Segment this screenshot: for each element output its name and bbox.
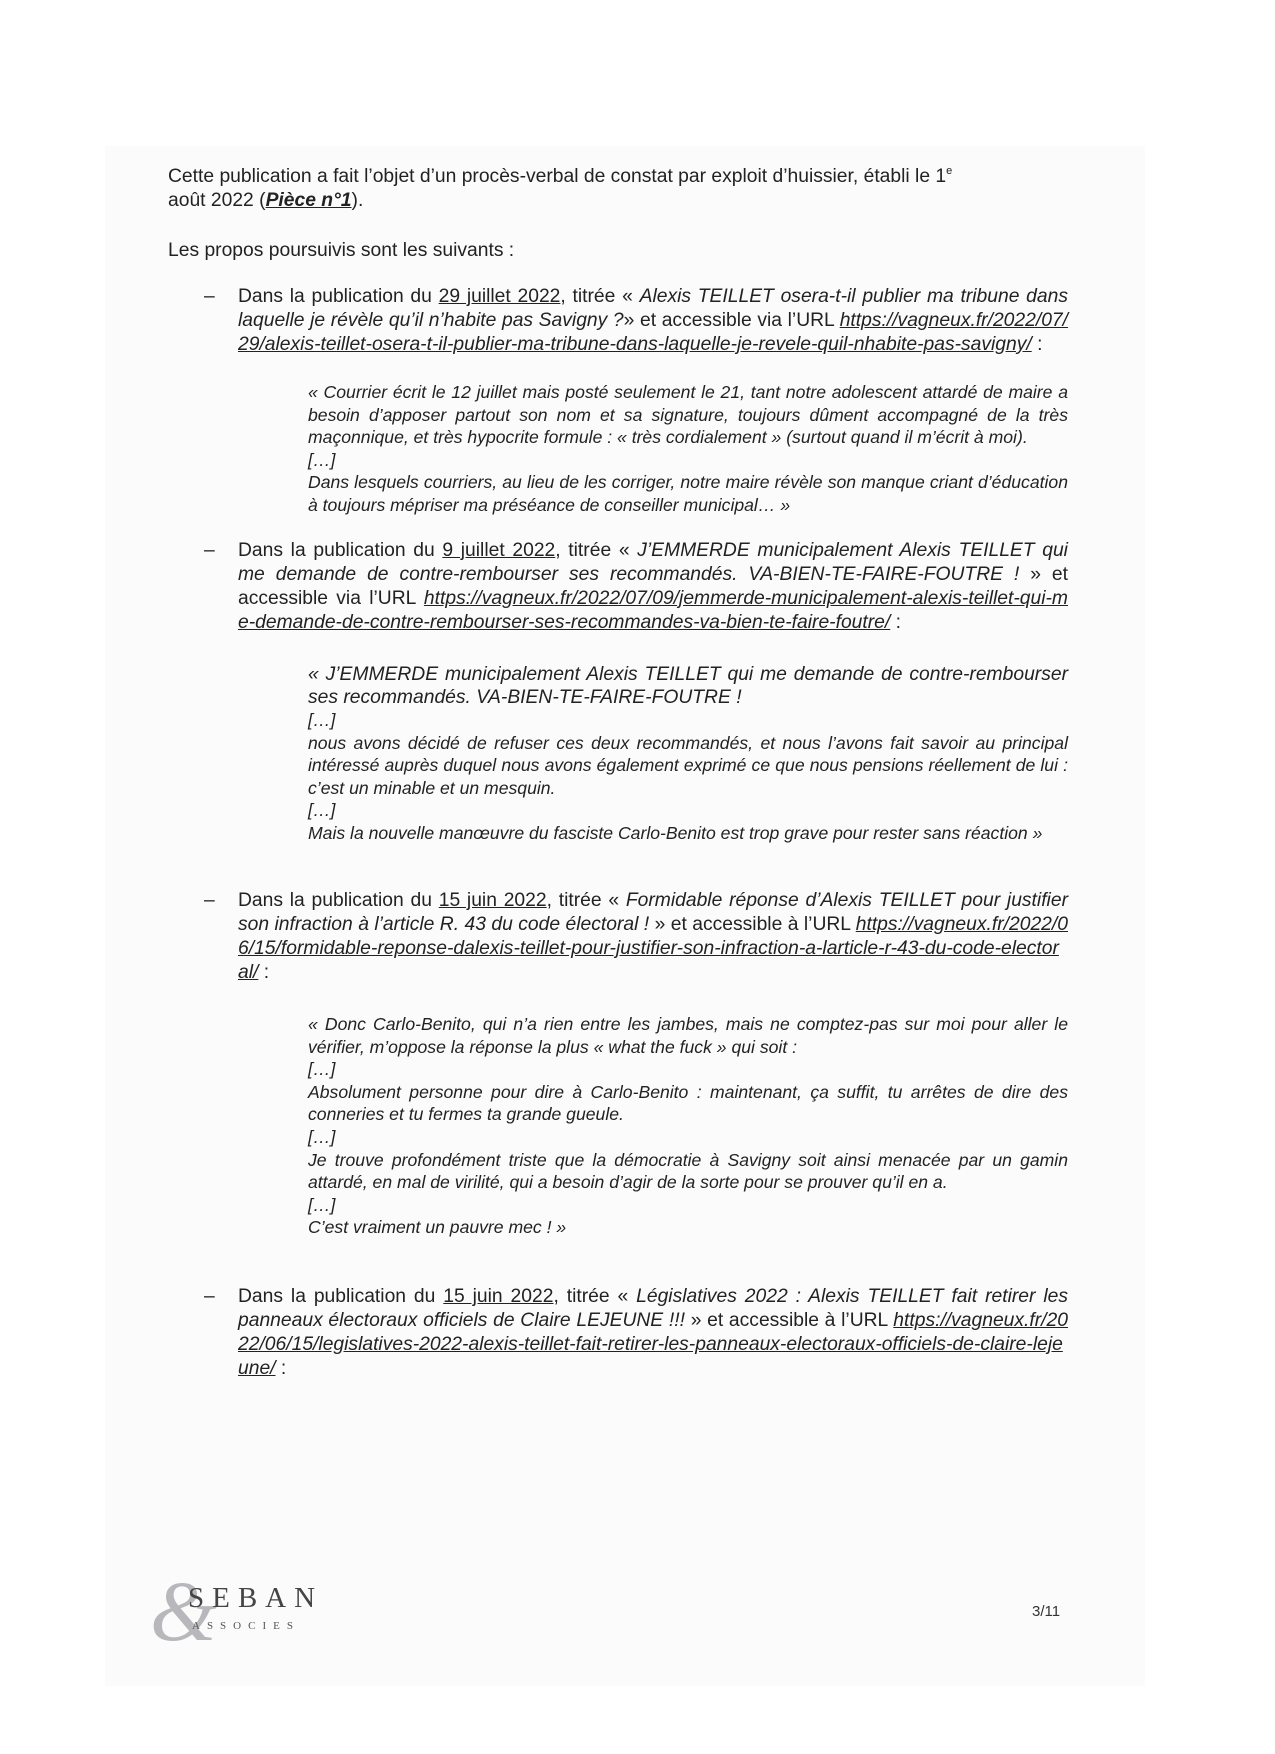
publication-item: [168, 285, 1068, 517]
publication-intro: [168, 889, 1068, 985]
publication-item: [168, 539, 1068, 845]
logo-subtitle: ASSOCIES: [192, 1620, 300, 1632]
quote-line: « Donc Carlo-Benito, qui n’a rien entre les jambes, mais ne comptez-pas sur moi pour aller le vérifier, m’oppose la réponse la plus « what the fuck » qui soit :: [308, 1013, 1068, 1057]
item-after-title: » et accessible à l’URL: [684, 1309, 894, 1331]
item-suffix: :: [890, 611, 901, 633]
publication-date: 9 juillet 2022: [442, 539, 556, 561]
dash-bullet-icon: –: [204, 286, 215, 307]
quote-line: Je trouve profondément triste que la démocratie à Savigny soit ainsi menacée par un gamin attardé, en mal de virilité, qui a besoin d’agir de la sorte pour se prouver qu’il en a.: [308, 1149, 1068, 1193]
quote-line: Mais la nouvelle manœuvre du fasciste Carlo-Benito est trop grave pour rester sans réaction »: [308, 823, 1043, 844]
item-prefix: Dans la publication du: [238, 286, 439, 307]
publication-intro: [168, 1285, 1068, 1381]
quoted-excerpt: [308, 663, 1068, 845]
quote-line: Absolument personne pour dire à Carlo-Benito : maintenant, ça suffit, tu arrêtes de dire des conneries et tu fermes ta grande gueule.: [308, 1081, 1068, 1125]
item-suffix: :: [1031, 334, 1043, 355]
lead-paragraph: Les propos poursuivis sont les suivants :: [168, 240, 515, 261]
exhibit-reference: Pièce n°1: [265, 190, 352, 211]
document-body: [168, 165, 1068, 1381]
item-mid: , titrée «: [553, 1285, 637, 1307]
page-number: 3/11: [1032, 1603, 1061, 1620]
intro-text-3: ).: [351, 190, 364, 211]
publication-title: Alexis TEILLET osera-t-il publier ma tribune dans laquelle je révèle qu’il n’habite pas Savigny ?: [238, 286, 1068, 331]
publication-date: 15 juin 2022: [443, 1285, 554, 1307]
dash-bullet-icon: –: [204, 1285, 215, 1307]
quote-ellipsis: […]: [308, 709, 336, 730]
logo-name: SEBAN: [188, 1582, 324, 1614]
quote-ellipsis: […]: [308, 449, 336, 470]
quote-line: nous avons décidé de refuser ces deux recommandés, et nous l’avons fait savoir au principal intéressé auprès duquel nous avons également exprimé ce que nous pensions réellement de lui : c’est un minable et un mesquin.: [308, 732, 1068, 798]
item-mid: , titrée «: [555, 539, 638, 561]
publication-url-link[interactable]: https://vagneux.fr/2022/07/09/jemmerde-municipalement-alexis-teillet-qui-me-demande-de-contre-rembourser-ses-recommandes-va-bien-te-faire-foutre/: [238, 587, 1068, 633]
quote-ellipsis: […]: [308, 800, 336, 821]
publication-url-link[interactable]: https://vagneux.fr/2022/06/15/legislatives-2022-alexis-teillet-fait-retirer-les-panneaux-electoraux-officiels-de-claire-lejeune/: [238, 1309, 1068, 1379]
item-after-title: » et accessible via l’URL: [238, 563, 1068, 609]
quote-ellipsis: […]: [308, 1126, 336, 1147]
publication-item: [168, 889, 1068, 1239]
item-prefix: Dans la publication du: [238, 539, 443, 561]
publication-item: [168, 1285, 1068, 1381]
item-after-title: » et accessible via l’URL: [623, 310, 840, 331]
publication-title: Législatives 2022 : Alexis TEILLET fait retirer les panneaux électoraux officiels de Claire LEJEUNE !!!: [238, 1285, 1068, 1331]
item-mid: , titrée «: [546, 889, 626, 911]
item-after-title: » et accessible à l’URL: [649, 913, 856, 935]
publication-date: 15 juin 2022: [438, 889, 547, 911]
publication-intro: [168, 539, 1068, 635]
item-suffix: :: [258, 961, 270, 983]
publication-url-link[interactable]: https://vagneux.fr/2022/06/15/formidable-reponse-dalexis-teillet-pour-justifier-son-infraction-a-larticle-r-43-du-code-electoral/: [238, 913, 1068, 983]
intro-text-2: août 2022 (: [168, 190, 266, 211]
intro-paragraph: [168, 165, 1068, 213]
item-prefix: Dans la publication du: [238, 1285, 444, 1307]
quoted-excerpt: [308, 1013, 1068, 1239]
item-prefix: Dans la publication du: [238, 889, 439, 911]
publication-title: Formidable réponse d’Alexis TEILLET pour justifier son infraction à l’article R. 43 du code électoral !: [238, 889, 1068, 935]
quote-line: « Courrier écrit le 12 juillet mais posté seulement le 21, tant notre adolescent attardé de maire a besoin d’apposer partout son nom et sa signature, toujours dûment accompagné de la très maçonnique, et très hypocrite formule : « très cordialement » (surtout quand il m’écrit à moi).: [308, 382, 1068, 448]
publication-url-link[interactable]: https://vagneux.fr/2022/07/29/alexis-teillet-osera-t-il-publier-ma-tribune-dans-laquelle-je-revele-quil-nhabite-pas-savigny/: [238, 310, 1069, 355]
publication-title: J’EMMERDE municipalement Alexis TEILLET qui me demande de contre-rembourser ses recommandés. VA-BIEN-TE-FAIRE-FOUTRE !: [238, 539, 1068, 585]
item-suffix: :: [275, 1357, 287, 1379]
quoted-excerpt: [308, 381, 1068, 517]
quote-line: Dans lesquels courriers, au lieu de les corriger, notre maire révèle son manque criant d’éducation à toujours mépriser ma préséance de conseiller municipal… »: [308, 472, 1068, 515]
publication-date: 29 juillet 2022: [438, 286, 561, 307]
dash-bullet-icon: –: [204, 539, 215, 561]
dash-bullet-icon: –: [204, 889, 215, 911]
quote-ellipsis: […]: [308, 1059, 336, 1080]
quote-ellipsis: […]: [308, 1194, 336, 1215]
seban-associes-logo: [150, 1563, 352, 1659]
quote-line: C’est vraiment un pauvre mec ! »: [308, 1217, 567, 1238]
ampersand-logo-icon: &: [150, 1563, 217, 1659]
quote-line: « J’EMMERDE municipalement Alexis TEILLET qui me demande de contre-rembourser ses recommandés. VA-BIEN-TE-FAIRE-FOUTRE !: [308, 663, 1068, 708]
ordinal-superscript: e: [946, 165, 953, 177]
intro-text: Cette publication a fait l’objet d’un procès-verbal de constat par exploit d’huissier, établi le 1: [168, 166, 947, 187]
publication-intro: [168, 285, 1068, 357]
item-mid: , titrée «: [560, 286, 640, 307]
